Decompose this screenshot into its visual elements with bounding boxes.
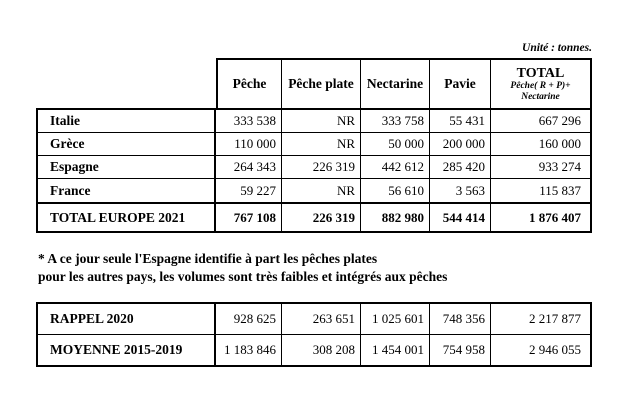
cell-value: 110 000	[216, 133, 282, 155]
cell-value: 264 343	[216, 156, 282, 178]
cell-value: 1 025 601	[361, 304, 430, 334]
total-header-subtitle-1: Pêche( R + P)+	[510, 81, 571, 91]
cell-value: NR	[282, 133, 361, 155]
unit-label: Unité : tonnes.	[522, 42, 592, 54]
row-label: MOYENNE 2015-2019	[38, 335, 216, 365]
cell-value: 333 758	[361, 110, 430, 132]
column-header-peche-plate: Pêche plate	[282, 60, 361, 108]
cell-value: 1 454 001	[361, 335, 430, 365]
cell-value: 263 651	[282, 304, 361, 334]
main-table-body	[36, 108, 592, 233]
cell-value: 56 610	[361, 179, 430, 202]
cell-value: 2 217 877	[529, 311, 581, 326]
cell-value: 50 000	[361, 133, 430, 155]
main-table-header	[216, 58, 592, 108]
cell-value: 1 876 407	[529, 209, 581, 225]
cell-value: NR	[282, 179, 361, 202]
row-label: Grèce	[38, 133, 216, 155]
column-header-total	[491, 60, 590, 108]
table-row	[38, 133, 590, 156]
cell-value: 928 625	[216, 304, 282, 334]
cell-value: 767 108	[216, 204, 282, 231]
cell-value: 226 319	[282, 204, 361, 231]
cell-value: 115 837	[539, 182, 581, 198]
footnote	[38, 250, 447, 286]
table-row	[38, 156, 590, 179]
cell-value: 748 356	[430, 304, 491, 334]
table-row-total-europe	[38, 202, 590, 231]
cell-value: 333 538	[216, 110, 282, 132]
cell-value: 308 208	[282, 335, 361, 365]
summary-table	[36, 302, 592, 367]
column-header-pavie: Pavie	[430, 60, 491, 108]
cell-value: 754 958	[430, 335, 491, 365]
footnote-line-1: * A ce jour seule l'Espagne identifie à part les pêches plates	[38, 251, 378, 266]
cell-value: 442 612	[361, 156, 430, 178]
cell-value: NR	[282, 110, 361, 132]
row-label: France	[38, 179, 216, 202]
cell-value: 2 946 055	[529, 342, 581, 357]
cell-value: 544 414	[430, 204, 491, 231]
table-row-rappel-2020	[38, 304, 590, 335]
cell-value: 933 274	[538, 159, 581, 174]
cell-value: 882 980	[361, 204, 430, 231]
cell-value: 160 000	[538, 136, 581, 151]
table-row-moyenne-2015-2019	[38, 335, 590, 365]
column-header-peche: Pêche	[218, 60, 282, 108]
cell-value: 226 319	[282, 156, 361, 178]
column-header-nectarine: Nectarine	[361, 60, 430, 108]
cell-value: 55 431	[430, 110, 491, 132]
cell-value: 59 227	[216, 179, 282, 202]
cell-value: 200 000	[430, 133, 491, 155]
total-header-subtitle-2: Nectarine	[521, 91, 560, 102]
cell-value: 1 183 846	[216, 335, 282, 365]
footnote-line-2: pour les autres pays, les volumes sont très faibles et intégrés aux pêches	[38, 269, 448, 284]
row-label: TOTAL EUROPE 2021	[38, 204, 216, 231]
total-header-title: TOTAL	[516, 66, 565, 81]
table-row	[38, 179, 590, 202]
row-label: Italie	[38, 110, 216, 132]
cell-value: 667 296	[538, 113, 581, 128]
table-row	[38, 110, 590, 133]
cell-value: 285 420	[430, 156, 491, 178]
row-label: Espagne	[38, 156, 216, 178]
cell-value: 3 563	[430, 179, 491, 202]
row-label: RAPPEL 2020	[38, 304, 216, 334]
